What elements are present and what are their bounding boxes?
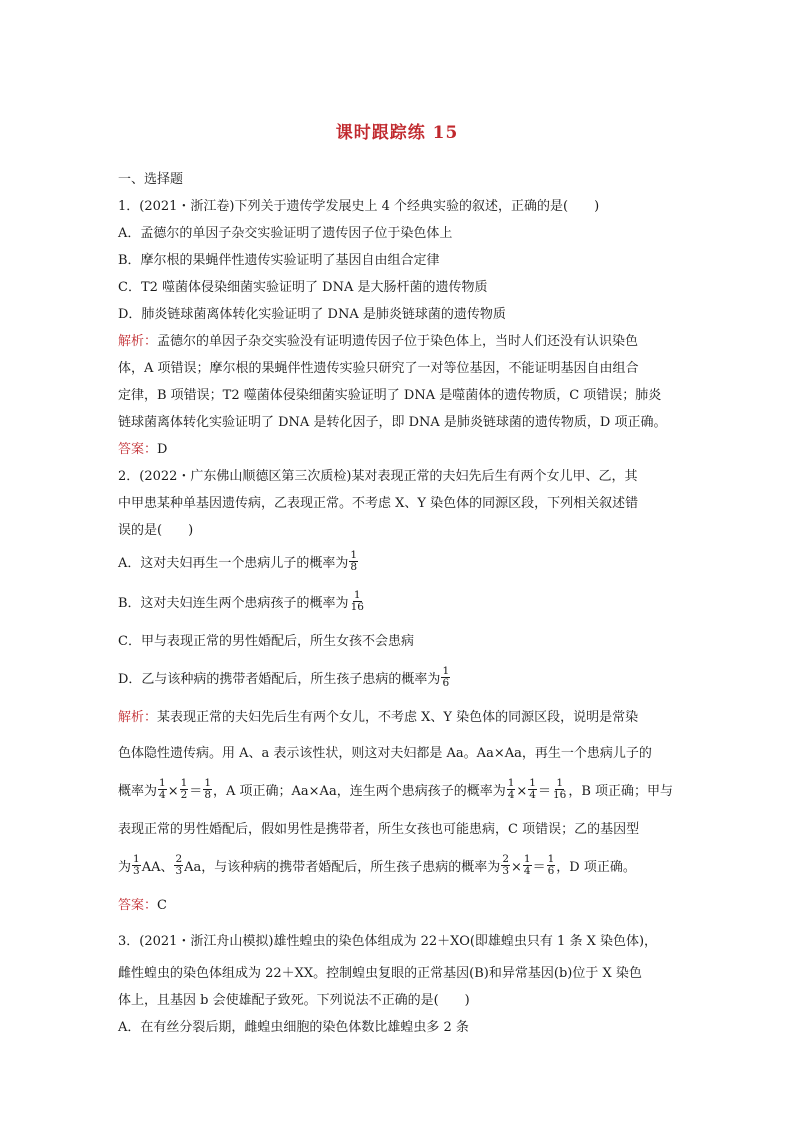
q2-analysis-line: 解析：某表现正常的夫妇先后生有两个女儿，不考虑 X、Y 染色体的同源区段，说明是常染 — [118, 710, 639, 725]
fraction: $\frac{1}{2}$ — [180, 777, 188, 801]
q2-analysis-line: 为 $\frac{1}{3}$ AA、 $\frac{2}{3}$ Aa，与该种病的携带者婚配后，所生孩子患病的概率为 $\frac{2}{3}$ × $\frac{1}{4}$ ＝ $\frac{1}{6}$ ，D 项正确。 — [118, 853, 636, 877]
q2-stem: 中甲患某种单基因遗传病，乙表现正常。不考虑 X、Y 染色体的同源区段，下列相关叙述错 — [118, 496, 639, 511]
analysis-label: 解析： — [118, 710, 158, 725]
q1-option-c: C．T2 噬菌体侵染细菌实验证明了 DNA 是大肠杆菌的遗传物质 — [118, 280, 488, 295]
fraction: $\frac{1}{4}$ — [523, 853, 531, 877]
q2-option-a: A．这对夫妇再生一个患病儿子的概率为 $\frac{1}{8}$ — [118, 549, 358, 573]
fraction: $\frac{1}{8}$ — [204, 777, 211, 801]
fraction: $\frac{1}{4}$ — [529, 777, 536, 801]
fraction: $\frac{1}{6}$ — [442, 665, 450, 689]
fraction: $\frac{1}{4}$ — [159, 777, 166, 801]
q3-stem: 雌性蝗虫的染色体组成为 22＋XX。控制蝗虫复眼的正常基因(B)和异常基因(b)位于 X 染色 — [118, 966, 642, 981]
fraction: $\frac{1}{6}$ — [547, 853, 555, 877]
q2-option-d: D．乙与该种病的携带者婚配后，所生孩子患病的概率为 $\frac{1}{6}$ — [118, 665, 450, 689]
answer-label: 答案： — [118, 442, 158, 457]
q2-option-c: C．甲与表现正常的男性婚配后，所生女孩不会患病 — [118, 634, 414, 649]
fraction: $\frac{2}{3}$ — [175, 853, 183, 877]
fraction: $\frac{1}{8}$ — [350, 549, 358, 573]
q1-analysis-line: 链球菌离体转化实验证明了 DNA 是转化因子，即 DNA 是肺炎链球菌的遗传物质，D 项正确。 — [118, 415, 667, 430]
q3-stem: 3．(2021・浙江舟山模拟)雄性蝗虫的染色体组成为 22＋XO(即雄蝗虫只有 1 条 X 染色体)， — [118, 934, 658, 949]
fraction: $\frac{2}{3}$ — [502, 853, 509, 877]
q1-stem: 1．(2021・浙江卷)下列关于遗传学发展史上 4 个经典实验的叙述，正确的是( ) — [118, 199, 600, 214]
section-heading: 一、选择题 — [118, 172, 184, 187]
q2-analysis-line: 概率为 $\frac{1}{4}$ × $\frac{1}{2}$ ＝ $\frac{1}{8}$ ，A 项正确；Aa×Aa，连生两个患病孩子的概率为 $\frac{1}{4}$ × $\frac{1}{4}$ ＝ $\frac{1}{16}$ ，B 项正确；甲与 — [118, 777, 674, 801]
q1-option-a: A．孟德尔的单因子杂交实验证明了遗传因子位于染色体上 — [118, 226, 453, 241]
q2-analysis-line: 表现正常的男性婚配后，假如男性是携带者，所生女孩也可能患病，C 项错误；乙的基因型 — [118, 822, 640, 837]
q2-answer: 答案：C — [118, 898, 167, 913]
analysis-label: 解析： — [118, 334, 158, 349]
fraction: $\frac{1}{4}$ — [507, 777, 515, 801]
q2-stem: 误的是( ) — [118, 523, 194, 538]
fraction: $\frac{1}{16}$ — [553, 777, 567, 801]
exercise-body — [118, 166, 678, 1041]
q1-answer: 答案：D — [118, 442, 168, 457]
answer-label: 答案： — [118, 898, 158, 913]
fraction: $\frac{1}{16}$ — [350, 589, 364, 613]
q1-analysis-line: 解析：孟德尔的单因子杂交实验没有证明遗传因子位于染色体上，当时人们还没有认识染色 — [118, 334, 639, 349]
page-title: 课时跟踪练 15 — [335, 123, 459, 143]
q1-analysis-line: 体，A 项错误；摩尔根的果蝇伴性遗传实验只研究了一对等位基因，不能证明基因自由组合 — [118, 361, 639, 376]
q2-option-b: B．这对夫妇连生两个患病孩子的概率为 $\frac{1}{16}$ — [118, 589, 364, 613]
q3-stem: 体上，且基因 b 会使雄配子致死。下列说法不正确的是( ) — [118, 993, 470, 1008]
q1-analysis-line: 定律，B 项错误；T2 噬菌体侵染细菌实验证明了 DNA 是噬菌体的遗传物质，C 项错误；肺炎 — [118, 388, 662, 403]
q2-stem: 2．(2022・广东佛山顺德区第三次质检)某对表现正常的夫妇先后生有两个女儿甲、乙，其 — [118, 469, 638, 484]
q3-option-a: A．在有丝分裂后期，雌蝗虫细胞的染色体数比雄蝗虫多 2 条 — [118, 1020, 469, 1035]
q2-analysis-line: 色体隐性遗传病。用 A、a 表示该性状，则这对夫妇都是 Aa。Aa×Aa，再生一个患病儿子的 — [118, 746, 652, 761]
q1-option-b: B．摩尔根的果蝇伴性遗传实验证明了基因自由组合定律 — [118, 253, 440, 268]
fraction: $\frac{1}{3}$ — [133, 853, 140, 877]
q1-option-d: D．肺炎链球菌离体转化实验证明了 DNA 是肺炎链球菌的遗传物质 — [118, 307, 506, 322]
